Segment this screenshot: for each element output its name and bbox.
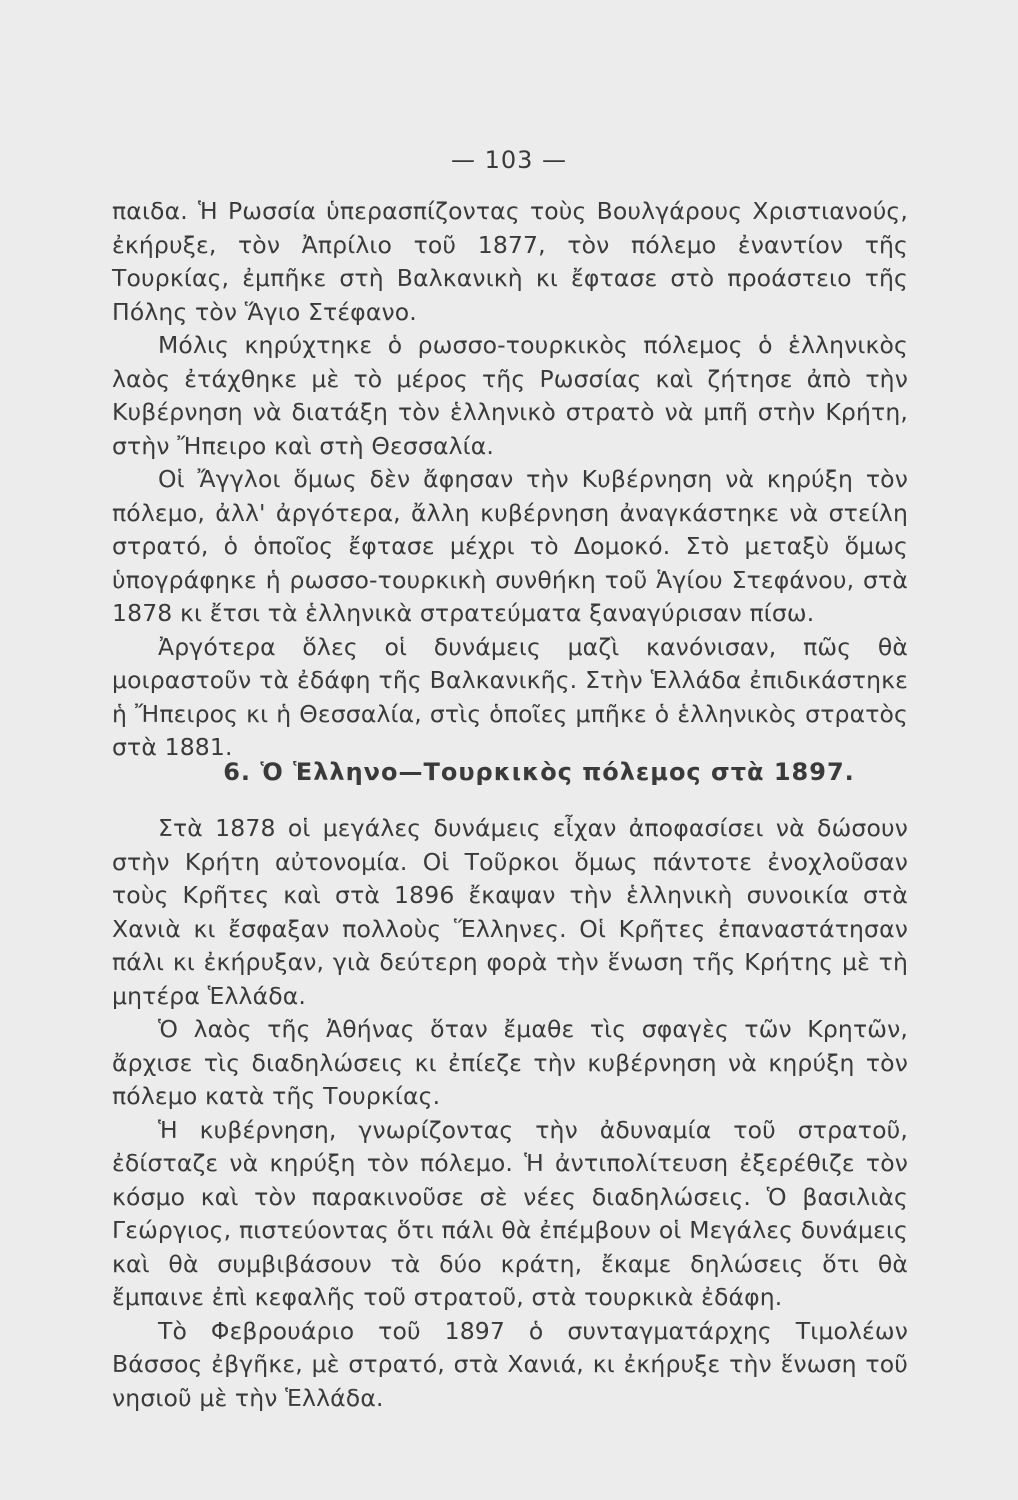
paragraph: Οἱ Ἄγγλοι ὅμως δὲν ἄφησαν τὴν Κυβέρνηση νὰ κηρύξη τὸν πόλεμο, ἀλλ' ἀργότερα, ἄλλη κυβέρνηση ἀναγκάστηκε νὰ στείλη στρατό, ὁ ὁποῖος ἔφτασε μέχρι τὸ Δομοκό. Στὸ μεταξὺ ὅμως ὑπογράφηκε ἡ ρωσσο-τουρκικὴ συνθήκη τοῦ Ἁγίου Στεφάνου, στὰ 1878 κι ἔτσι τὰ ἑλληνικὰ στρατεύματα ξαναγύρισαν πίσω. <box>112 465 908 627</box>
page-number: — 103 — <box>450 146 568 174</box>
paragraph: Ἡ κυβέρνηση, γνωρίζοντας τὴν ἀδυναμία τοῦ στρατοῦ, ἐδίσταζε νὰ κηρύξη τὸν πόλεμο. Ἡ ἀντιπολίτευση ἐξερέθιζε τὸν κόσμο καὶ τὸν παρακινοῦσε σὲ νέες διαδηλώσεις. Ὁ βασιλιὰς Γεώργιος, πιστεύοντας ὅτι πάλι θὰ ἐπέμβουν οἱ Μεγάλες δυνάμεις καὶ θὰ συμβιβάσουν τὰ δύο κράτη, ἔκαμε δηλώσεις ὅτι θὰ ἔμπαινε ἐπὶ κεφαλῆς τοῦ στρατοῦ, στὰ τουρκικὰ ἐδάφη. <box>112 1115 908 1311</box>
text-block-history-1877 <box>112 195 908 765</box>
section-heading: 6. Ὁ Ἑλληνο—Τουρκικὸς πόλεμος στὰ 1897. <box>223 758 855 786</box>
paragraph: Ἀργότερα ὅλες οἱ δυνάμεις μαζὶ κανόνισαν, πῶς θὰ μοιραστοῦν τὰ ἐδάφη τῆς Βαλκανικῆς. Στὴν Ἑλλάδα ἐπιδικάστηκε ἡ Ἤπειρος κι ἡ Θεσσαλία, στὶς ὁποῖες μπῆκε ὁ ἑλληνικὸς στρατὸς στὰ 1881. <box>112 632 908 761</box>
paragraph: Τὸ Φεβρουάριο τοῦ 1897 ὁ συνταγματάρχης Τιμολέων Βάσσος ἐβγῆκε, μὲ στρατό, στὰ Χανιά, κι ἐκήρυξε τὴν ἕνωση τοῦ νησιοῦ μὲ τὴν Ἑλλάδα. <box>112 1316 908 1412</box>
paragraph: παιδα. Ἡ Ρωσσία ὑπερασπίζοντας τοὺς Βουλγάρους Χριστιανούς, ἐκήρυξε, τὸν Ἀπρίλιο τοῦ 1877, τὸν πόλεμο ἐναντίον τῆς Τουρκίας, ἐμπῆκε στὴ Βαλκανικὴ κι ἔφτασε στὸ προάστειο τῆς Πόλης τὸν Ἅγιο Στέφανο. <box>112 197 908 326</box>
paragraph: Ὁ λαὸς τῆς Ἀθήνας ὅταν ἔμαθε τὶς σφαγὲς τῶν Κρητῶν, ἄρχισε τὶς διαδηλώσεις κι ἐπίεζε τὴν κυβέρνηση νὰ κηρύξη τὸν πόλεμο κατὰ τῆς Τουρκίας. <box>112 1015 908 1110</box>
paragraph: Μόλις κηρύχτηκε ὁ ρωσσο-τουρκικὸς πόλεμος ὁ ἑλληνικὸς λαὸς ἐτάχθηκε μὲ τὸ μέρος τῆς Ρωσσίας καὶ ζήτησε ἀπὸ τὴν Κυβέρνηση νὰ διατάξη τὸν ἑλληνικὸ στρατὸ νὰ μπῆ στὴν Κρήτη, στὴν Ἤπειρο καὶ στὴ Θεσσαλία. <box>112 331 908 460</box>
paragraph: Στὰ 1878 οἱ μεγάλες δυνάμεις εἶχαν ἀποφασίσει νὰ δώσουν στὴν Κρήτη αὐτονομία. Οἱ Τοῦρκοι ὅμως πάντοτε ἐνοχλοῦσαν τοὺς Κρῆτες καὶ στὰ 1896 ἔκαψαν τὴν ἑλληνικὴ συνοικία στὰ Χανιὰ κι ἔσφαξαν πολλοὺς Ἕλληνες. Οἱ Κρῆτες ἐπαναστάτησαν πάλι κι ἐκήρυξαν, γιὰ δεύτερη φορὰ τὴν ἕνωση τῆς Κρήτης μὲ τὴ μητέρα Ἑλλάδα. <box>112 814 908 1010</box>
text-block-war-1897 <box>112 812 908 1415</box>
